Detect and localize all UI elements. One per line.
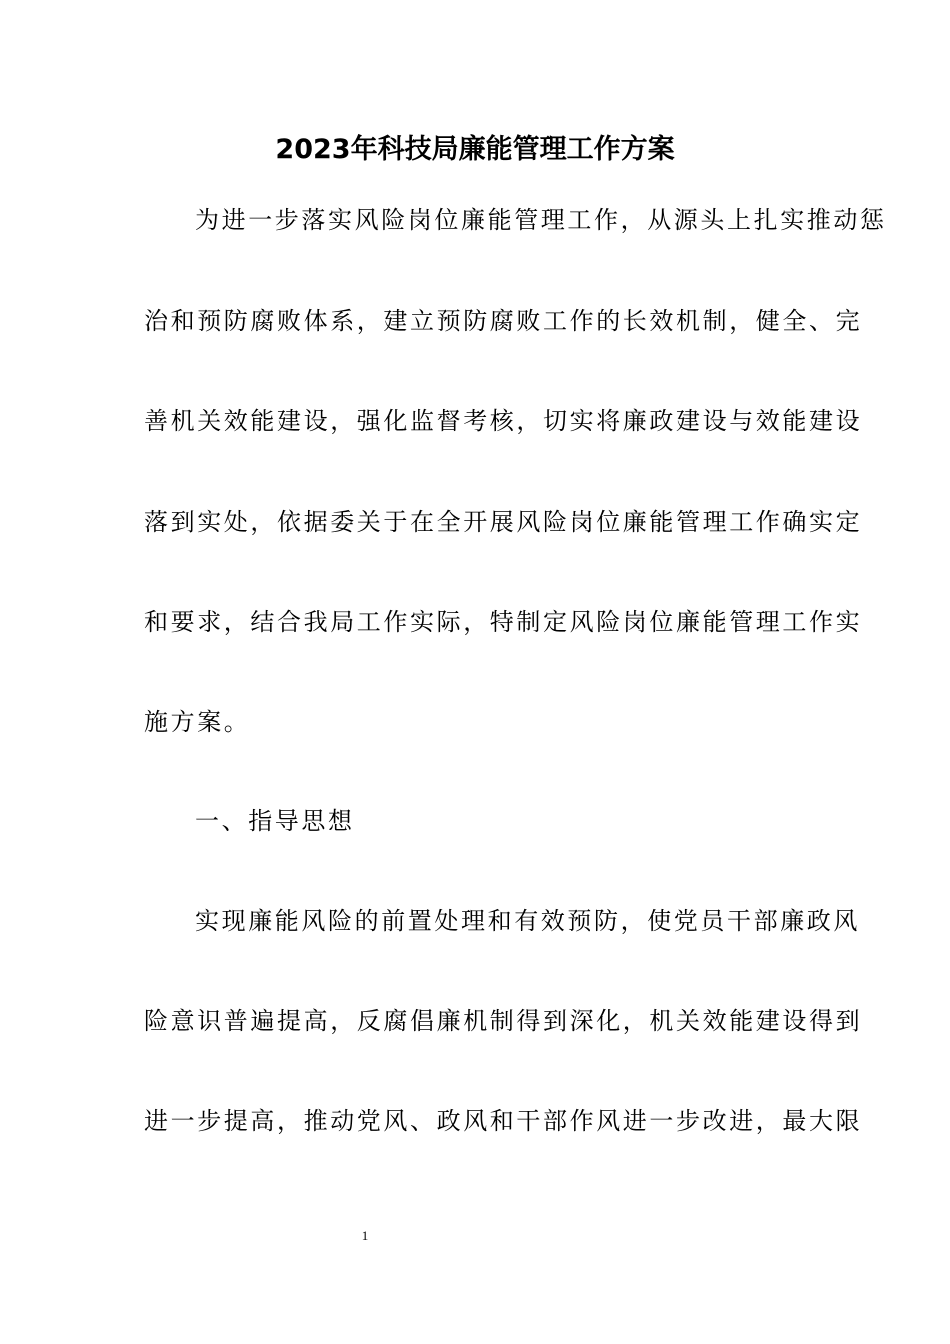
document-title: 2023年科技局廉能管理工作方案 xyxy=(275,134,675,165)
paragraph-line: 进一步提高，推动党风、政风和干部作风进一步改进，最大限 xyxy=(144,1107,863,1135)
page-number: 1 xyxy=(361,1228,369,1243)
section-heading: 一、指导思想 xyxy=(195,807,355,835)
paragraph-line: 实现廉能风险的前置处理和有效预防，使党员干部廉政风 xyxy=(195,907,860,935)
paragraph-line: 善机关效能建设，强化监督考核，切实将廉政建设与效能建设 xyxy=(144,407,863,435)
paragraph-line: 险意识普遍提高，反腐倡廉机制得到深化，机关效能建设得到 xyxy=(144,1007,863,1035)
paragraph-line: 治和预防腐败体系，建立预防腐败工作的长效机制，健全、完 xyxy=(144,307,863,335)
paragraph-line: 和要求，结合我局工作实际，特制定风险岗位廉能管理工作实 xyxy=(144,608,863,636)
paragraph-line: 落到实处，依据委关于在全开展风险岗位廉能管理工作确实定 xyxy=(144,508,863,536)
paragraph-line: 施方案。 xyxy=(144,708,251,736)
paragraph-line: 为进一步落实风险岗位廉能管理工作，从源头上扎实推动惩 xyxy=(195,206,887,234)
